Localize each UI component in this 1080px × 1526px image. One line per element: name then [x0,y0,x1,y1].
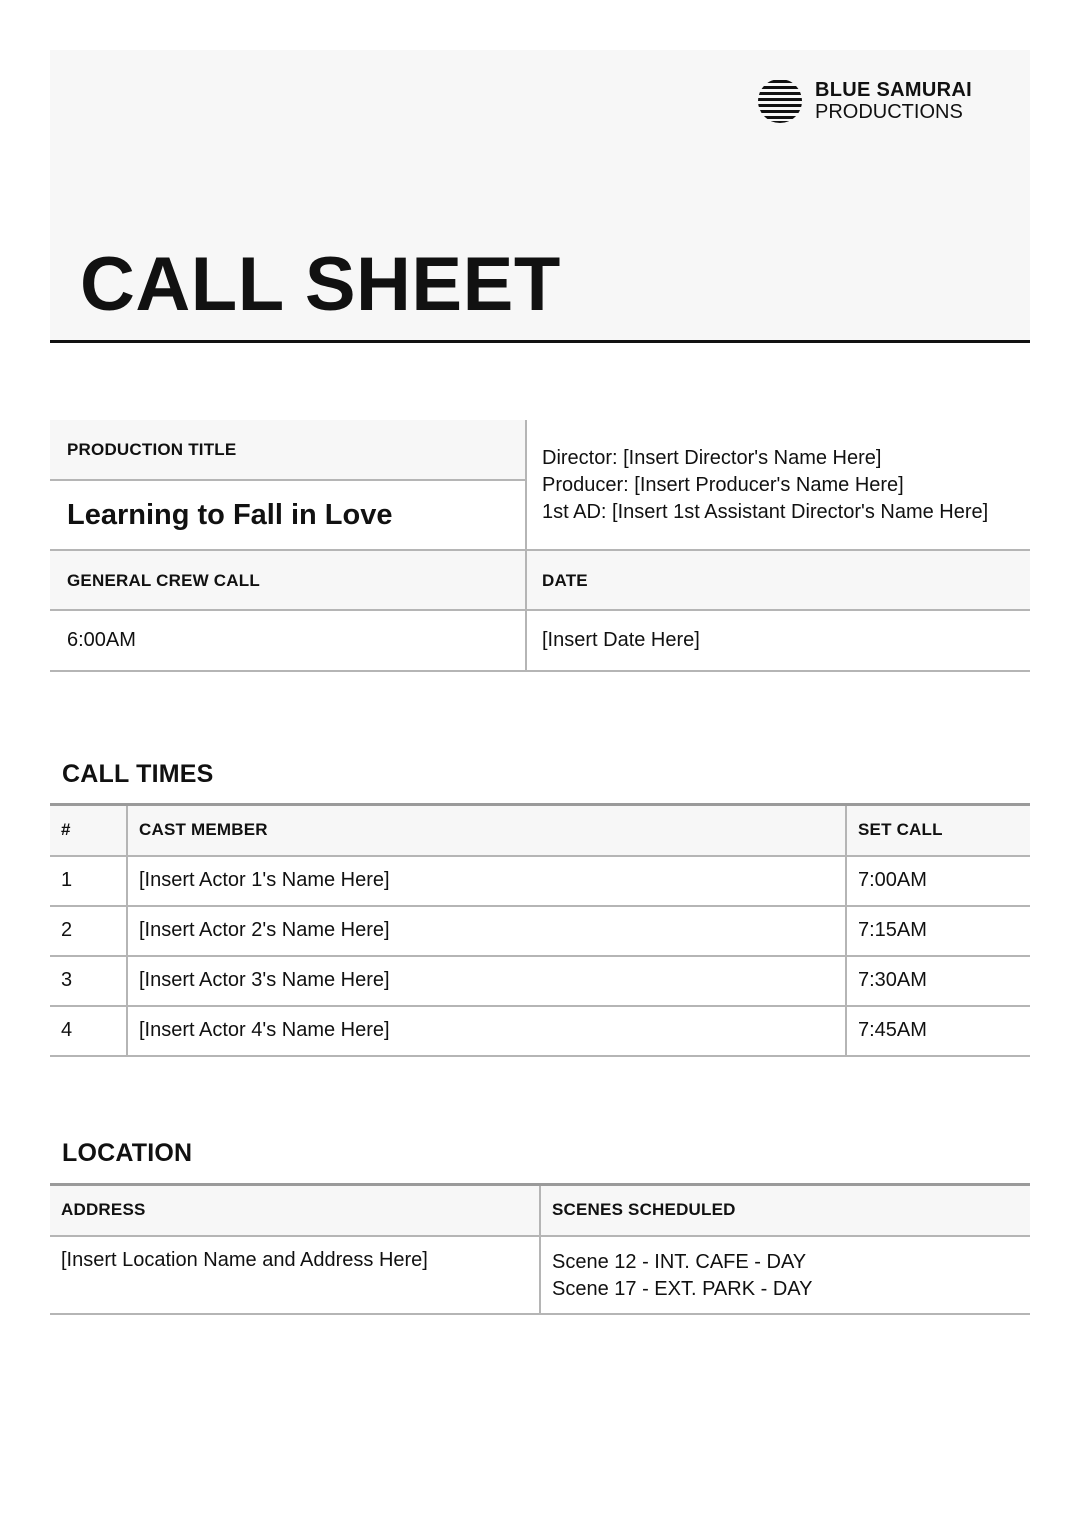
crew-call-label: GENERAL CREW CALL [67,571,260,590]
crew-call-label-cell [50,551,525,609]
row-number: 2 [50,906,127,956]
grid-divider [50,670,1030,672]
logo-line-2: PRODUCTIONS [815,101,963,123]
key-crew-cell [527,420,1030,549]
table-row [50,1006,1030,1056]
grid-divider [50,549,1030,551]
first-ad-line: 1st AD: [Insert 1st Assistant Director's Name Here] [542,501,989,523]
logo-line-1: BLUE SAMURAI [815,79,972,101]
row-number: 4 [50,1006,127,1056]
set-call-time: 7:45AM [846,1006,1030,1056]
column-header-number: # [50,805,127,856]
crew-call-value-cell [50,611,525,670]
grid-divider [50,479,525,481]
column-header-address: ADDRESS [50,1185,540,1236]
call-times-table [50,803,1030,1057]
set-call-time: 7:15AM [846,906,1030,956]
director-line: Director: [Insert Director's Name Here] [542,447,882,469]
crew-call-value: 6:00AM [67,629,136,651]
production-title-value: Learning to Fall in Love [67,499,393,531]
cast-member-name: [Insert Actor 3's Name Here] [127,956,846,1006]
row-number: 1 [50,856,127,906]
set-call-time: 7:30AM [846,956,1030,1006]
striped-circle-logo-icon [757,78,803,124]
table-row [50,956,1030,1006]
cast-member-name: [Insert Actor 2's Name Here] [127,906,846,956]
location-address: [Insert Location Name and Address Here] [50,1236,540,1314]
page-title: CALL SHEET [80,242,561,327]
table-header-row [50,1185,1030,1236]
table-header-row [50,805,1030,856]
set-call-time: 7:00AM [846,856,1030,906]
scene-item: Scene 17 - EXT. PARK - DAY [552,1277,813,1300]
company-logo [757,78,972,124]
grid-divider [525,420,527,672]
column-header-scenes-scheduled: SCENES SCHEDULED [540,1185,1030,1236]
table-row [50,856,1030,906]
call-times-heading: CALL TIMES [62,760,214,788]
location-heading: LOCATION [62,1139,193,1167]
cast-member-name: [Insert Actor 4's Name Here] [127,1006,846,1056]
date-value: [Insert Date Here] [542,629,700,651]
date-label-cell [527,551,1030,609]
production-title-label-cell [50,420,525,479]
production-title-value-cell [50,481,525,549]
scene-item: Scene 12 - INT. CAFE - DAY [552,1250,807,1273]
producer-line: Producer: [Insert Producer's Name Here] [542,474,904,496]
table-row [50,906,1030,956]
location-table [50,1183,1030,1315]
date-value-cell [527,611,1030,670]
cast-member-name: [Insert Actor 1's Name Here] [127,856,846,906]
header-rule [50,340,1030,343]
column-header-set-call: SET CALL [846,805,1030,856]
row-number: 3 [50,956,127,1006]
grid-divider [50,609,1030,611]
production-title-label: PRODUCTION TITLE [67,440,237,459]
date-label: DATE [542,571,588,590]
table-row [50,1236,1030,1314]
column-header-cast-member: CAST MEMBER [127,805,846,856]
scenes-scheduled-cell [540,1236,1030,1314]
